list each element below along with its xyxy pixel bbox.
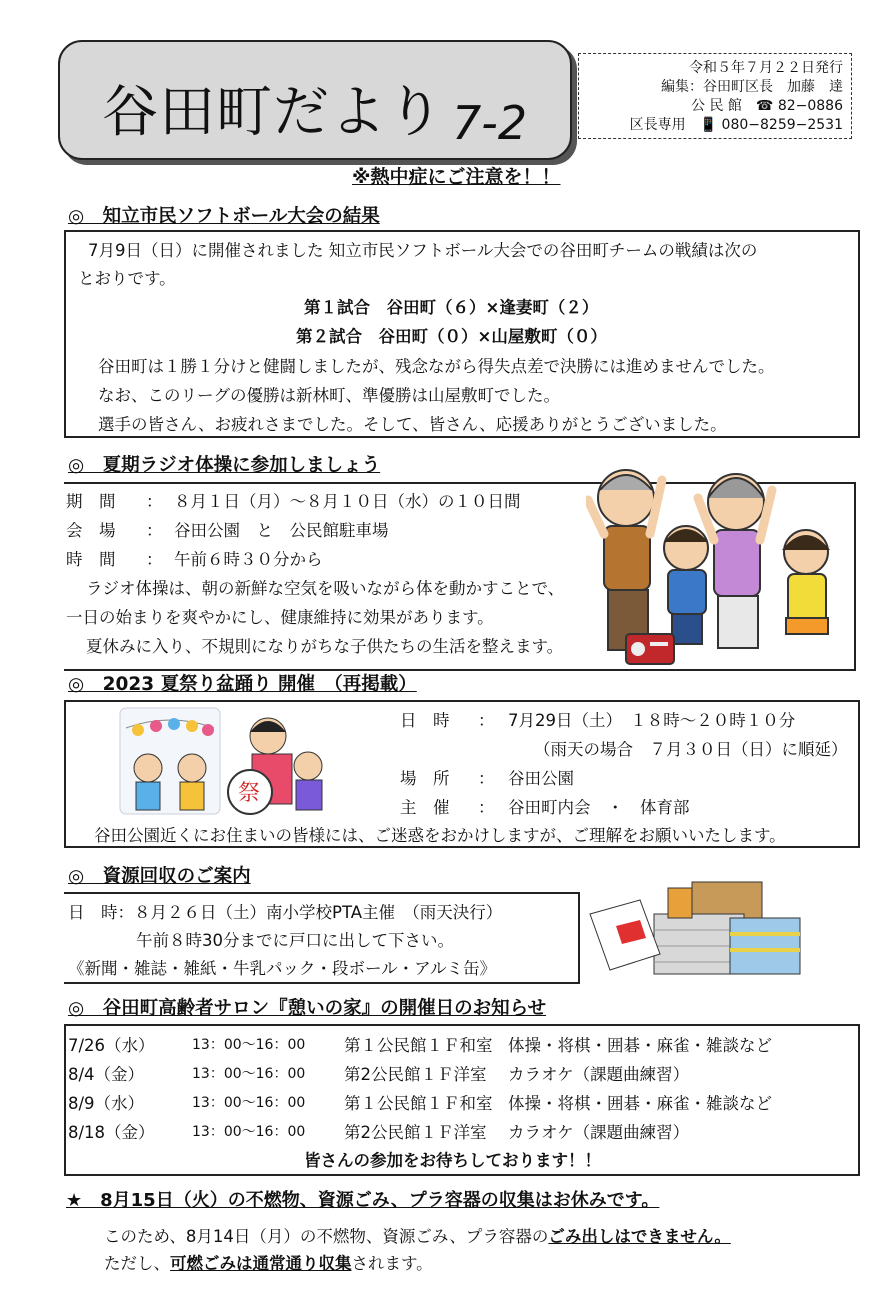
salon-activity: 体操・将棋・囲碁・麻雀・雑談など: [508, 1036, 772, 1055]
publish-date: 令和５年７月２２日発行: [689, 60, 843, 76]
notice-line-2: [104, 1250, 433, 1274]
salon-place: 第2公民館１Ｆ洋室: [344, 1065, 487, 1084]
game-1-result: 第１試合 谷田町（６）×逢妻町（２）: [304, 298, 599, 317]
time-sep: ：: [146, 550, 163, 569]
salon-place: 第１公民館１Ｆ和室: [344, 1094, 493, 1113]
notice-emphasis: 可燃ごみは通常通り収集: [170, 1254, 352, 1273]
festival-heading: ◎ 2023 夏祭り盆踊り 開催 （再掲載）: [68, 674, 417, 695]
salon-place: 第１公民館１Ｆ和室: [344, 1036, 493, 1055]
festival-place-sep: ：: [478, 769, 495, 788]
recycle-box: [64, 892, 580, 984]
publication-info: [578, 53, 852, 139]
festival-date-sep: ：: [478, 711, 495, 730]
game-2-result: 第２試合 谷田町（０）×山屋敷町（０）: [296, 327, 607, 346]
newsletter-title: 谷田町だより: [102, 80, 444, 145]
period-label: 期 間: [66, 492, 116, 511]
venue-sep: ：: [146, 521, 163, 540]
issue-number: 7-2: [452, 96, 528, 150]
salon-date: 8/9（水）: [68, 1094, 145, 1113]
festival-host-value: 谷田町内会 ・ 体育部: [508, 798, 690, 817]
recyclables-illustration: [580, 874, 810, 984]
period-value: ８月１日（月）～８月１０日（水）の１０日間: [174, 492, 521, 511]
heatstroke-warning: ※熱中症にご注意を！！: [352, 166, 561, 188]
salon-date: 8/18（金）: [68, 1123, 155, 1142]
salon-time: 13：00～16：00: [192, 1066, 306, 1082]
hall-phone: 公 民 館 ☎ 82−0886: [691, 98, 843, 114]
venue-value: 谷田公園 と 公民館駐車場: [174, 521, 389, 540]
notice-emphasis: ごみ出しはできません。: [548, 1227, 731, 1246]
festival-rain-date: （雨天の場合 ７月３０日（日）に順延）: [534, 740, 848, 759]
festival-note: 谷田公園近くにお住まいの皆様には、ご迷惑をおかけしますが、ご理解をお願いいたします。: [94, 826, 786, 845]
salon-heading: ◎ 谷田町高齢者サロン『憩いの家』の開催日のお知らせ: [68, 998, 547, 1019]
radio-desc-1: ラジオ体操は、朝の新鮮な空気を吸いながら体を動かすことで、: [86, 579, 565, 598]
recycle-date: 日 時：８月２６日（土）南小学校PTA主催 （雨天決行）: [68, 903, 503, 922]
softball-heading: ◎ 知立市民ソフトボール大会の結果: [68, 206, 380, 227]
salon-activity: 体操・将棋・囲碁・麻雀・雑談など: [508, 1094, 772, 1113]
notice-line-1: [104, 1223, 731, 1247]
recycle-heading: ◎ 資源回収のご案内: [68, 866, 251, 887]
salon-schedule-table: [64, 1024, 860, 1176]
time-label: 時 間: [66, 550, 116, 569]
softball-winners: なお、このリーグの優勝は新林町、準優勝は山屋敷町でした。: [98, 386, 560, 405]
radio-desc-3: 夏休みに入り、不規則になりがちな子供たちの生活を整えます。: [86, 637, 564, 656]
festival-host-sep: ：: [478, 798, 495, 817]
softball-thanks: 選手の皆さん、お疲れさまでした。そして、皆さん、応援ありがとうございました。: [98, 415, 727, 434]
festival-host-label: 主 催: [400, 798, 450, 817]
radio-desc-2: 一日の始まりを爽やかにし、健康維持に効果があります。: [66, 608, 494, 627]
salon-activity: カラオケ（課題曲練習）: [508, 1065, 690, 1084]
festival-place-label: 場 所: [400, 769, 450, 788]
recycle-items: 《新聞・雑誌・雑紙・牛乳パック・段ボール・アルミ缶》: [68, 959, 497, 978]
festival-date-value: 7月29日（土） １８時～２０時１０分: [508, 711, 796, 730]
festival-place-value: 谷田公園: [508, 769, 574, 788]
salon-date: 8/4（金）: [68, 1065, 145, 1084]
festival-date-label: 日 時: [400, 711, 450, 730]
festival-fan-glyph: 祭: [238, 781, 261, 806]
salon-place: 第2公民館１Ｆ洋室: [344, 1123, 487, 1142]
salon-activity: カラオケ（課題曲練習）: [508, 1123, 690, 1142]
salon-time: 13：00～16：00: [192, 1037, 306, 1053]
notice-text: このため、8月14日（月）の不燃物、資源ごみ、プラ容器の: [104, 1227, 549, 1246]
chief-phone: 区長専用 📱 080−8259−2531: [629, 117, 843, 133]
salon-footer: 皆さんの参加をお待ちしております！！: [304, 1151, 601, 1170]
softball-box: [64, 230, 860, 438]
radio-heading: ◎ 夏期ラジオ体操に参加しましょう: [68, 455, 381, 476]
collection-closed-heading: ★ 8月15日（火）の不燃物、資源ごみ、プラ容器の収集はお休みです。: [66, 1190, 660, 1211]
softball-summary: 谷田町は１勝１分けと健闘しましたが、残念ながら得失点差で決勝には進めませんでした。: [98, 357, 775, 376]
radio-exercise-illustration: [586, 450, 848, 666]
salon-date: 7/26（水）: [68, 1036, 155, 1055]
softball-intro-2: とおりです。: [78, 269, 176, 288]
time-value: 午前６時３０分から: [174, 550, 323, 569]
notice-text: ただし、: [104, 1254, 170, 1273]
notice-text: されます。: [351, 1254, 433, 1273]
period-sep: ：: [146, 492, 163, 511]
salon-time: 13：00～16：00: [192, 1095, 306, 1111]
editor: 編集：谷田町区長 加藤 達: [661, 79, 843, 95]
venue-label: 会 場: [66, 521, 116, 540]
salon-time: 13：00～16：00: [192, 1124, 306, 1140]
softball-intro: 7月9日（日）に開催されました 知立市民ソフトボール大会での谷田町チームの戦績は次の: [88, 241, 758, 260]
bon-dance-illustration: [118, 706, 328, 818]
recycle-deadline: 午前８時30分までに戸口に出して下さい。: [136, 931, 454, 950]
